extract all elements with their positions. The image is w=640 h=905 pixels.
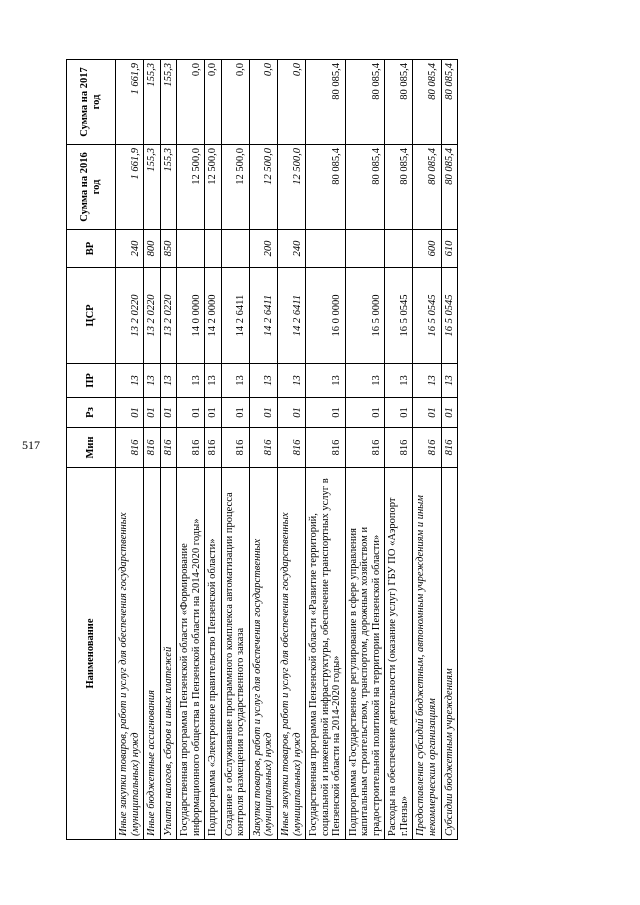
cell-sum-2017: 155,3 (160, 60, 177, 145)
cell-csr: 16 5 0545 (385, 268, 413, 364)
cell-pr: 13 (160, 364, 177, 398)
cell-sum-2016: 12 500,0 (177, 145, 205, 230)
cell-sum-2017: 80 085,4 (413, 60, 441, 145)
cell-pr: 13 (205, 364, 222, 398)
cell-sum-2016: 80 085,4 (385, 145, 413, 230)
cell-sum-2016: 80 085,4 (441, 145, 458, 230)
cell-sum-2017: 80 085,4 (306, 60, 346, 145)
cell-name: Государственная программа Пензенской области «Развитие территорий, социальной и инженерной инфраструктуры, обеспечение транспортных услуг в Пензенской области на 2014-2020 годы» (306, 468, 346, 840)
budget-table (66, 59, 458, 840)
cell-csr: 16 5 0000 (345, 268, 385, 364)
cell-csr: 16 5 0545 (413, 268, 441, 364)
cell-sum-2017: 0,0 (278, 60, 306, 145)
cell-min: 816 (249, 428, 277, 468)
cell-sum-2017: 80 085,4 (441, 60, 458, 145)
table-row (205, 60, 222, 840)
cell-name: Закупка товаров, работ и услуг для обеспечения государственных (муниципальных) нужд (249, 468, 277, 840)
cell-sum-2016: 155,3 (144, 145, 161, 230)
cell-min: 816 (160, 428, 177, 468)
cell-vr (221, 230, 249, 268)
cell-csr: 14 0 0000 (177, 268, 205, 364)
cell-sum-2017: 80 085,4 (385, 60, 413, 145)
cell-csr: 16 5 0545 (441, 268, 458, 364)
table-row (345, 60, 385, 840)
cell-rz: 01 (306, 398, 346, 428)
cell-vr (177, 230, 205, 268)
cell-rz: 01 (345, 398, 385, 428)
table-row (177, 60, 205, 840)
cell-vr (205, 230, 222, 268)
cell-pr: 13 (345, 364, 385, 398)
col-header-sum-2017: Сумма на 2017 год (67, 60, 116, 145)
cell-name: Создание и обслуживание программного комплекса автоматизации процесса контроля размещения государственного заказа (221, 468, 249, 840)
cell-min: 816 (413, 428, 441, 468)
budget-table-rotated (66, 60, 576, 840)
table-row (144, 60, 161, 840)
cell-sum-2017: 155,3 (144, 60, 161, 145)
cell-name: Иные закупки товаров, работ и услуг для обеспечения государственных (муниципальных) нужд (116, 468, 144, 840)
table-row (306, 60, 346, 840)
table-row (221, 60, 249, 840)
cell-rz: 01 (205, 398, 222, 428)
cell-pr: 13 (441, 364, 458, 398)
cell-sum-2017: 1 661,9 (116, 60, 144, 145)
cell-min: 816 (177, 428, 205, 468)
cell-vr: 800 (144, 230, 161, 268)
cell-pr: 13 (306, 364, 346, 398)
cell-pr: 13 (278, 364, 306, 398)
cell-min: 816 (144, 428, 161, 468)
cell-sum-2016: 12 500,0 (249, 145, 277, 230)
col-header-csr: ЦСР (67, 268, 116, 364)
cell-name: Расходы на обеспечение деятельности (оказание услуг) ГБУ ПО «Аэропорт г.Пензы» (385, 468, 413, 840)
cell-vr: 200 (249, 230, 277, 268)
cell-min: 816 (345, 428, 385, 468)
cell-sum-2016: 80 085,4 (306, 145, 346, 230)
cell-sum-2017: 80 085,4 (345, 60, 385, 145)
cell-min: 816 (306, 428, 346, 468)
cell-min: 816 (278, 428, 306, 468)
table-row (160, 60, 177, 840)
cell-rz: 01 (177, 398, 205, 428)
cell-name: Предоставление субсидий бюджетным, автономным учреждениям и иным некоммерческим организациям (413, 468, 441, 840)
cell-sum-2016: 12 500,0 (221, 145, 249, 230)
cell-sum-2016: 155,3 (160, 145, 177, 230)
cell-rz: 01 (385, 398, 413, 428)
cell-name: Иные закупки товаров, работ и услуг для обеспечения государственных (муниципальных) нужд (278, 468, 306, 840)
table-row (441, 60, 458, 840)
cell-name: Подпрограмма «Государственное регулирование в сфере управления капитальным строительством, транспортом, дорожным хозяйством и градостроительной политикой на территории Пензенской области» (345, 468, 385, 840)
cell-name: Иные бюджетные ассигнования (144, 468, 161, 840)
cell-vr: 610 (441, 230, 458, 268)
table-body (116, 60, 458, 840)
cell-csr: 14 2 6411 (221, 268, 249, 364)
col-header-pr: ПР (67, 364, 116, 398)
cell-sum-2017: 0,0 (177, 60, 205, 145)
col-header-vr: ВР (67, 230, 116, 268)
cell-pr: 13 (413, 364, 441, 398)
cell-rz: 01 (413, 398, 441, 428)
cell-pr: 13 (385, 364, 413, 398)
col-header-rz: Рз (67, 398, 116, 428)
cell-csr: 13 2 0220 (160, 268, 177, 364)
page-number: 517 (22, 438, 40, 452)
cell-pr: 13 (116, 364, 144, 398)
col-header-sum-2016: Сумма на 2016 год (67, 145, 116, 230)
cell-sum-2016: 12 500,0 (205, 145, 222, 230)
table-row (413, 60, 441, 840)
cell-vr: 240 (116, 230, 144, 268)
cell-vr (306, 230, 346, 268)
cell-pr: 13 (221, 364, 249, 398)
cell-csr: 13 2 0220 (144, 268, 161, 364)
cell-pr: 13 (144, 364, 161, 398)
cell-name: Уплата налогов, сборов и иных платежей (160, 468, 177, 840)
cell-sum-2017: 0,0 (205, 60, 222, 145)
col-header-min: Мин (67, 428, 116, 468)
cell-pr: 13 (177, 364, 205, 398)
cell-sum-2016: 1 661,9 (116, 145, 144, 230)
cell-name: Подпрограмма «Электронное правительство Пензенской области» (205, 468, 222, 840)
cell-min: 816 (385, 428, 413, 468)
col-header-name: Наименование (67, 468, 116, 840)
table-row (116, 60, 144, 840)
cell-rz: 01 (249, 398, 277, 428)
table-row (385, 60, 413, 840)
cell-name: Государственная программа Пензенской области «Формирование информационного общества в Пензенской области на 2014-2020 годы» (177, 468, 205, 840)
cell-vr: 850 (160, 230, 177, 268)
cell-sum-2016: 12 500,0 (278, 145, 306, 230)
cell-rz: 01 (160, 398, 177, 428)
cell-min: 816 (205, 428, 222, 468)
cell-pr: 13 (249, 364, 277, 398)
cell-rz: 01 (144, 398, 161, 428)
cell-csr: 16 0 0000 (306, 268, 346, 364)
cell-csr: 14 2 6411 (249, 268, 277, 364)
table-row (249, 60, 277, 840)
table-row (278, 60, 306, 840)
cell-sum-2017: 0,0 (221, 60, 249, 145)
cell-csr: 14 2 0000 (205, 268, 222, 364)
cell-vr: 600 (413, 230, 441, 268)
cell-min: 816 (116, 428, 144, 468)
cell-rz: 01 (221, 398, 249, 428)
cell-sum-2016: 80 085,4 (345, 145, 385, 230)
cell-vr: 240 (278, 230, 306, 268)
header-row (67, 60, 116, 840)
cell-vr (345, 230, 385, 268)
cell-csr: 13 2 0220 (116, 268, 144, 364)
cell-sum-2017: 0,0 (249, 60, 277, 145)
cell-sum-2016: 80 085,4 (413, 145, 441, 230)
cell-csr: 14 2 6411 (278, 268, 306, 364)
cell-min: 816 (221, 428, 249, 468)
cell-rz: 01 (441, 398, 458, 428)
cell-rz: 01 (116, 398, 144, 428)
cell-rz: 01 (278, 398, 306, 428)
cell-min: 816 (441, 428, 458, 468)
cell-name: Субсидии бюджетным учреждениям (441, 468, 458, 840)
cell-vr (385, 230, 413, 268)
